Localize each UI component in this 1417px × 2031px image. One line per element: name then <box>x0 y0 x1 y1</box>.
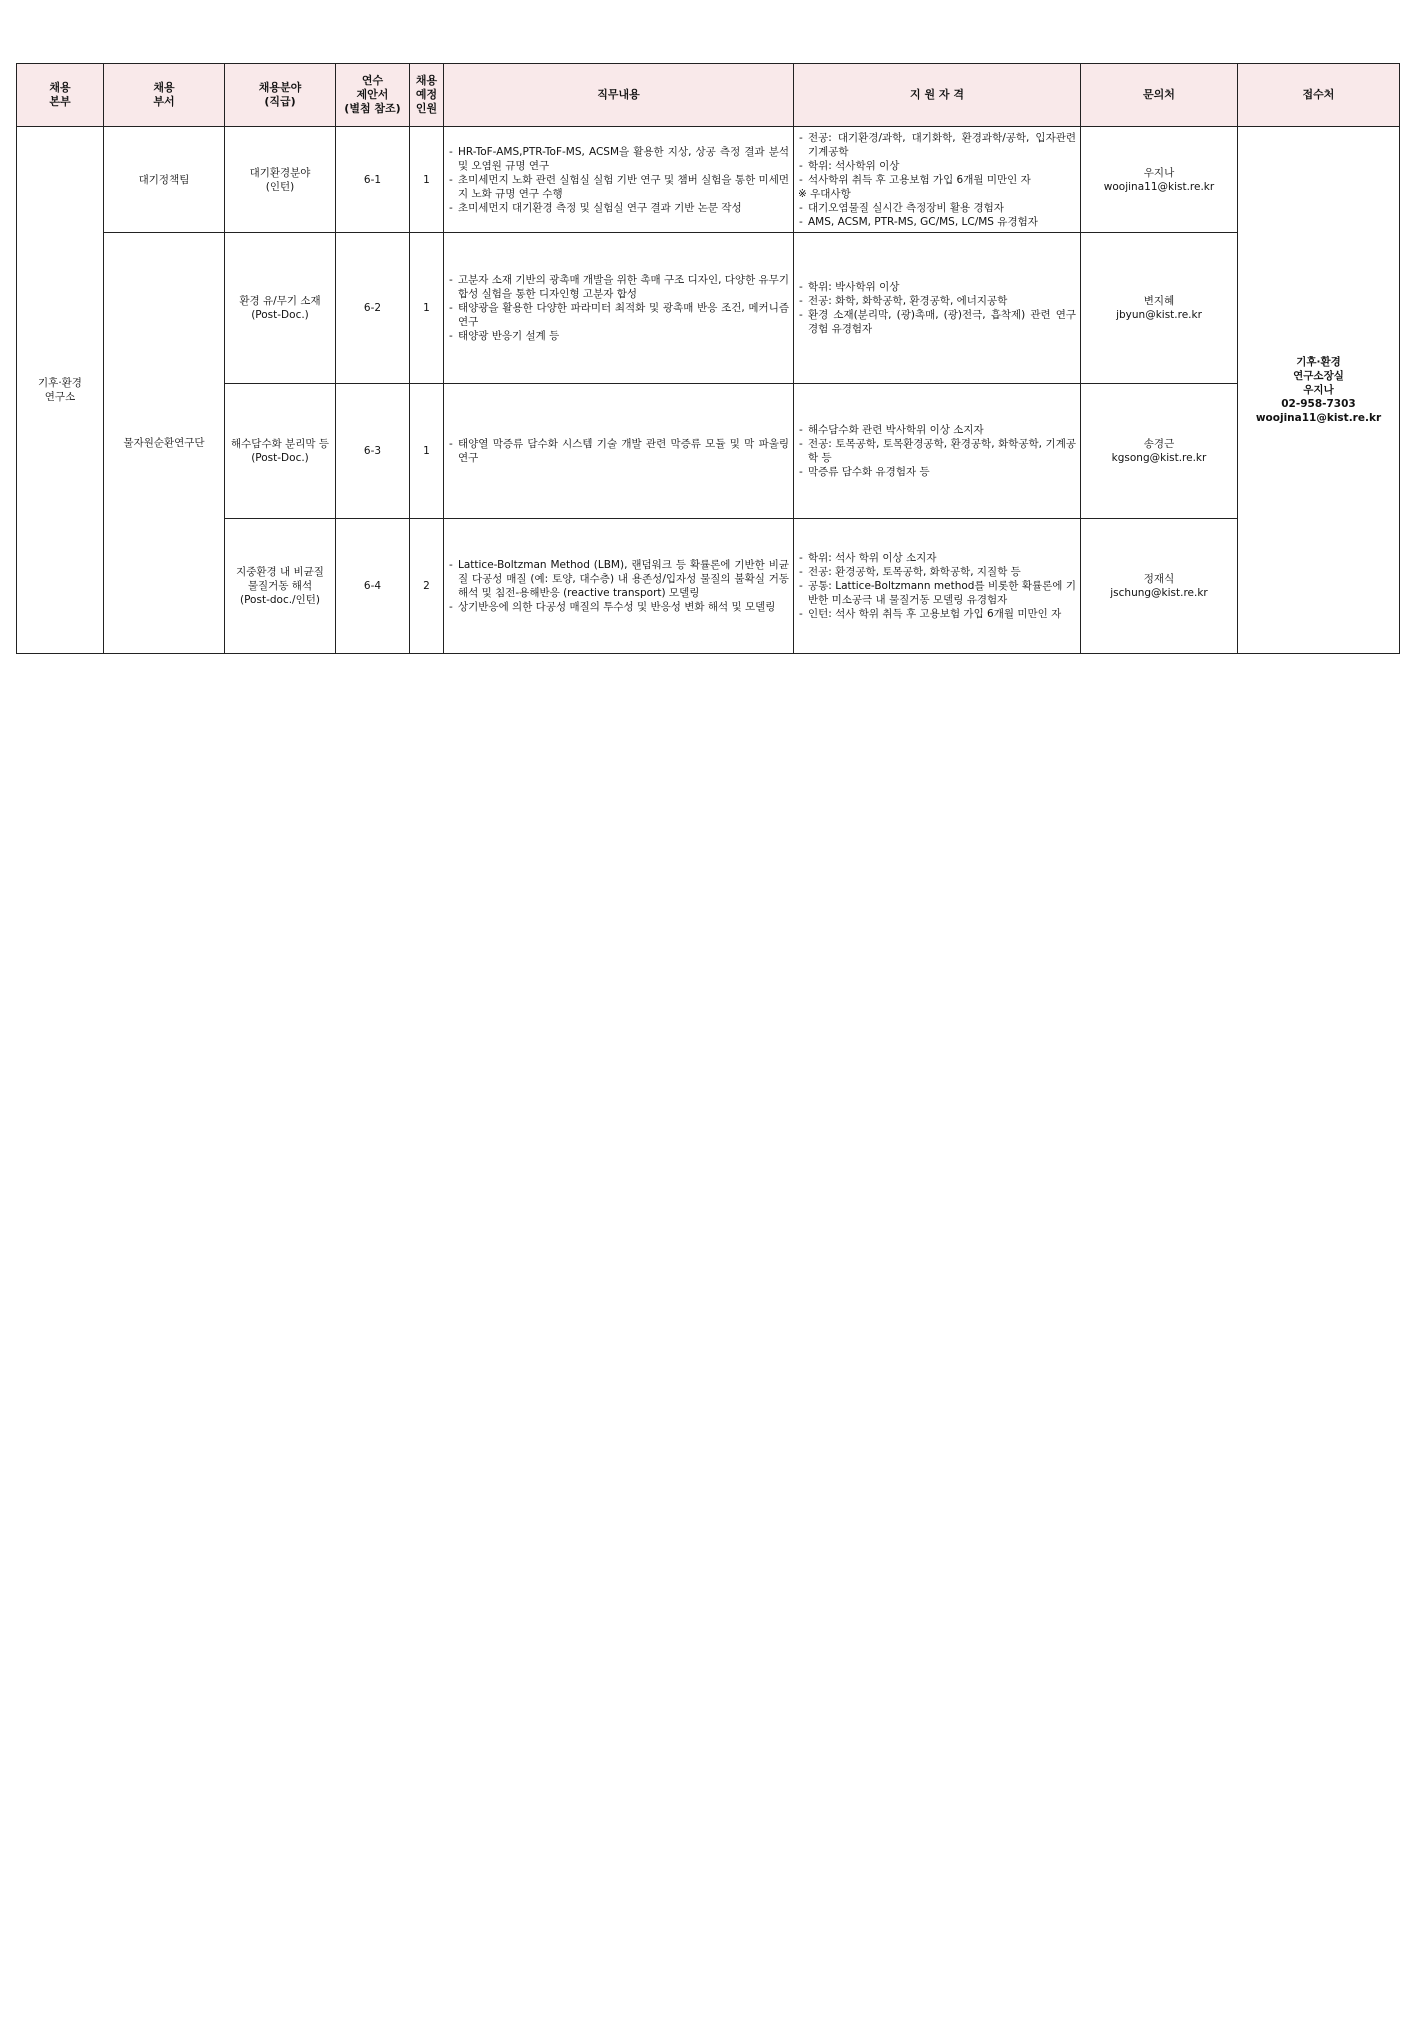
header-duties: 직무내용 <box>444 64 794 127</box>
duties-cell <box>444 233 794 384</box>
table-row <box>17 384 1400 519</box>
department-cell: 대기정책팀 <box>104 127 225 233</box>
header-division: 채용 본부 <box>17 64 104 127</box>
table-row <box>17 519 1400 654</box>
table-row <box>17 233 1400 384</box>
department-cell: 물자원순환연구단 <box>104 233 225 654</box>
duty-item: - 고분자 소재 기반의 광촉매 개발을 위한 촉매 구조 디자인, 다양한 유무기 합성 실험을 통한 디자인형 고분자 합성 <box>448 273 789 301</box>
reception-phone[interactable]: 02-958-7303 <box>1281 398 1356 410</box>
contact-name: 변지혜 <box>1143 295 1175 307</box>
qualification-item: - 막증류 담수화 유경험자 등 <box>798 465 1076 479</box>
qualification-item: - 전공: 대기환경/과학, 대기화학, 환경과학/공학, 입자관련 기계공학 <box>798 131 1076 159</box>
recruitment-table <box>16 63 1400 654</box>
inquiry-cell <box>1081 519 1238 654</box>
duties-cell <box>444 519 794 654</box>
reception-cell: 기후·환경 연구소장실 우지나 02-958-7303 woojina11@kist.re.kr <box>1238 127 1400 654</box>
contact-name: 정재식 <box>1143 573 1175 585</box>
duty-item: - 태양열 막증류 담수화 시스템 기술 개발 관련 막증류 모듈 및 막 파울링 연구 <box>448 437 789 465</box>
header-row <box>17 64 1400 127</box>
header-department: 채용 부서 <box>104 64 225 127</box>
duty-item: - 태양광 반응기 설계 등 <box>448 329 789 343</box>
field-cell: 해수담수화 분리막 등 (Post-Doc.) <box>225 384 336 519</box>
qualifications-cell <box>794 127 1081 233</box>
headcount-cell: 2 <box>410 519 444 654</box>
duty-item: - 초미세먼지 대기환경 측정 및 실험실 연구 결과 기반 논문 작성 <box>448 201 789 215</box>
recruitment-sheet <box>16 63 1399 654</box>
qualification-item: - 전공: 화학, 화학공학, 환경공학, 에너지공학 <box>798 294 1076 308</box>
contact-email[interactable]: jschung@kist.re.kr <box>1110 587 1208 599</box>
field-cell: 대기환경분야 (인턴) <box>225 127 336 233</box>
header-field: 채용분야 (직급) <box>225 64 336 127</box>
headcount-cell: 1 <box>410 384 444 519</box>
qualifications-cell <box>794 233 1081 384</box>
proposal-cell: 6-1 <box>336 127 410 233</box>
duty-item: - HR-ToF-AMS,PTR-ToF-MS, ACSM을 활용한 지상, 상공 측정 결과 분석 및 오염원 규명 연구 <box>448 145 789 173</box>
duty-item: - 초미세먼지 노화 관련 실험실 실험 기반 연구 및 챔버 실험을 통한 미세먼지 노화 규명 연구 수행 <box>448 173 789 201</box>
qualifications-cell <box>794 384 1081 519</box>
qualification-item: - 공통: Lattice-Boltzmann method를 비롯한 확률론에 기반한 미소공극 내 물질거동 모델링 유경험자 <box>798 579 1076 607</box>
contact-name: 송경근 <box>1143 438 1175 450</box>
duty-item: - 태양광을 활용한 다양한 파라미터 최적화 및 광촉매 반응 조건, 메커니즘 연구 <box>448 301 789 329</box>
contact-email[interactable]: jbyun@kist.re.kr <box>1116 309 1202 321</box>
qualification-item: - 학위: 박사학위 이상 <box>798 280 1076 294</box>
duty-item: - 상기반응에 의한 다공성 매질의 투수성 및 반응성 변화 해석 및 모델링 <box>448 600 789 614</box>
proposal-cell: 6-4 <box>336 519 410 654</box>
header-headcount: 채용 예정 인원 <box>410 64 444 127</box>
contact-name: 우지나 <box>1143 166 1175 179</box>
table-row <box>17 127 1400 233</box>
proposal-cell: 6-2 <box>336 233 410 384</box>
qualification-item: - 대기오염물질 실시간 측정장비 활용 경험자 <box>798 201 1076 215</box>
qualification-item: - 해수담수화 관련 박사학위 이상 소지자 <box>798 423 1076 437</box>
qualification-item: - 학위: 석사 학위 이상 소지자 <box>798 551 1076 565</box>
inquiry-cell <box>1081 384 1238 519</box>
inquiry-cell <box>1081 127 1238 233</box>
division-cell: 기후·환경 연구소 <box>17 127 104 654</box>
qualification-item: - 환경 소재(분리막, (광)촉매, (광)전극, 흡착제) 관련 연구 경험 유경험자 <box>798 308 1076 336</box>
qualification-item: - AMS, ACSM, PTR-MS, GC/MS, LC/MS 유경험자 <box>798 215 1076 229</box>
qualification-item: - 전공: 환경공학, 토목공학, 화학공학, 지질학 등 <box>798 565 1076 579</box>
contact-email[interactable]: woojina11@kist.re.kr <box>1103 180 1215 193</box>
header-proposal: 연수 제안서 (별첨 참조) <box>336 64 410 127</box>
contact-email[interactable]: kgsong@kist.re.kr <box>1111 452 1207 464</box>
header-qualifications: 지 원 자 격 <box>794 64 1081 127</box>
field-cell: 지중환경 내 비균질 물질거동 해석 (Post-doc./인턴) <box>225 519 336 654</box>
inquiry-cell <box>1081 233 1238 384</box>
proposal-cell: 6-3 <box>336 384 410 519</box>
headcount-cell: 1 <box>410 127 444 233</box>
qualification-item: - 인턴: 석사 학위 취득 후 고용보험 가입 6개월 미만인 자 <box>798 607 1076 621</box>
qualification-item: - 학위: 석사학위 이상 <box>798 159 1076 173</box>
header-reception: 접수처 <box>1238 64 1400 127</box>
qualifications-cell <box>794 519 1081 654</box>
duties-cell <box>444 127 794 233</box>
qualification-item: - 전공: 토목공학, 토목환경공학, 환경공학, 화학공학, 기계공학 등 <box>798 437 1076 465</box>
qualification-item: - 석사학위 취득 후 고용보험 가입 6개월 미만인 자 <box>798 173 1076 187</box>
header-inquiry: 문의처 <box>1081 64 1238 127</box>
headcount-cell: 1 <box>410 233 444 384</box>
duty-item: - Lattice-Boltzman Method (LBM), 랜덤워크 등 확률론에 기반한 비균질 다공성 매질 (예: 토양, 대수층) 내 용존성/입자성 물질의 불확실 거동해석 및 침전-용해반응 (reactive transport) 모델링 <box>448 558 789 600</box>
duties-cell <box>444 384 794 519</box>
field-cell: 환경 유/무기 소재 (Post-Doc.) <box>225 233 336 384</box>
reception-email[interactable]: woojina11@kist.re.kr <box>1255 412 1382 424</box>
preference-note: ※ 우대사항 <box>798 187 851 200</box>
